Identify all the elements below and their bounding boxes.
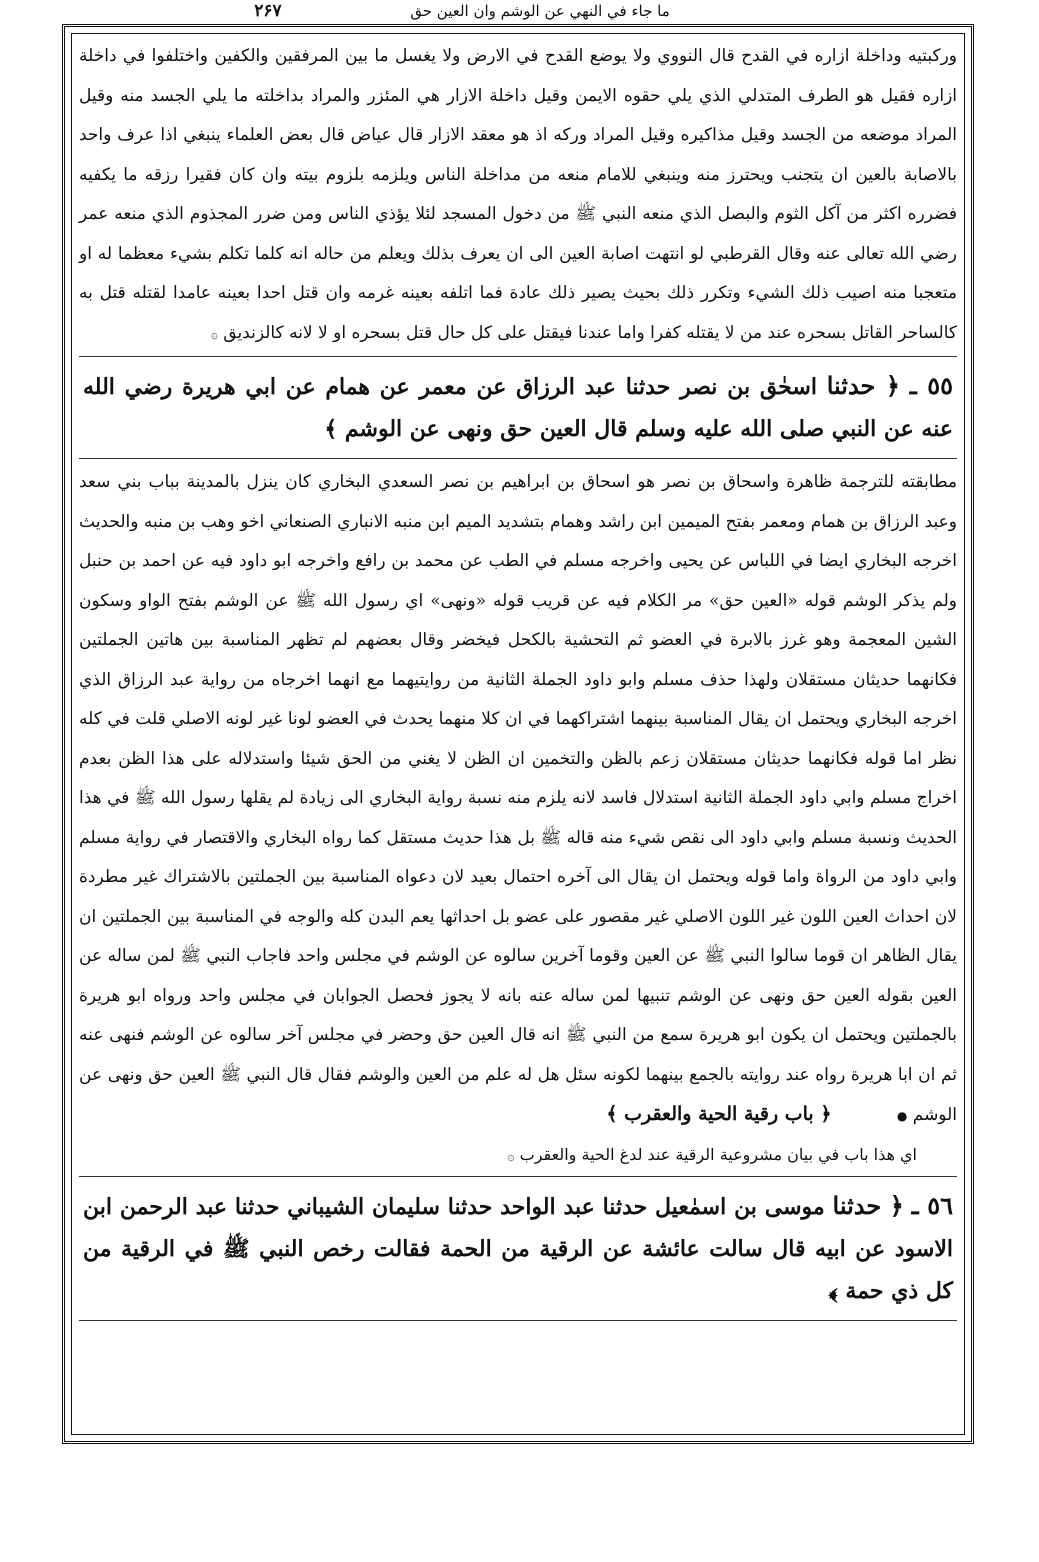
chapter-note-text: اي هذا باب في بيان مشروعية الرقية عند لدغ الحية والعقرب <box>519 1144 917 1164</box>
hadith-number: ٥٥ ـ <box>909 371 953 400</box>
hadith-number-2: ٥٦ ـ <box>911 1190 953 1220</box>
page-body <box>79 37 957 1325</box>
end-ornament-icon: ۞ <box>210 326 218 341</box>
hadith-text-2: موسى بن اسمٰعيل حدثنا عبد الواحد حدثنا سليمان الشيباني حدثنا عبد الرحمن ابن الاسود عن ابيه قال سالت عائشة عن الرقية من الحمة فقالت رخص النبي ﷺ في الرقية من كل ذي حمة ﴾ <box>83 1193 953 1304</box>
chapter-heading: ﴿ باب رقية الحية والعقرب ﴾ <box>606 1103 832 1125</box>
hadith-55 <box>79 356 957 459</box>
page-frame <box>62 24 974 1444</box>
hadith-56 <box>79 1176 957 1321</box>
note-end-ornament-icon: ۞ <box>507 1148 515 1163</box>
commentary-text-2: مطابقته للترجمة ظاهرة واسحاق بن نصر هو اسحاق بن ابراهيم بن نصر السعدي البخاري كان ينزل بالمدينة بباب بني سعد وعبد الرزاق بن همام ومعمر بفتح الميمين ابن راشد وهمام بتشديد الميم ابن منبه الانباري الصنعاني اخو وهب بن منبه والحديث اخرجه البخاري ايضا في اللباس عن يحيى واخرجه مسلم في الطب عن محمد بن رافع واخرجه ابو داود فيه عن احمد بن حنبل ولم يذكر الوشم قوله «العين حق» مر الكلام فيه عن قريب قوله «ونهى» اي رسول الله ﷺ عن الوشم بفتح الواو وسكون الشين المعجمة وهو غرز بالابرة في العضو ثم التحشية بالكحل فيخضر وقال بعضهم لم تظهر المناسبة بين هاتين الجملتين فكانهما حديثان مستقلان ولهذا حذف مسلم وابو داود الجملة الثانية من روايتيهما مع انهما اخرجاه من رواية عبد الرزاق الذي اخرجه البخاري ويحتمل ان يقال المناسبة بينهما اشتراكهما في ان كلا منهما يحدث في العضو لونا غير لونه الاصلي قلت في كله نظر اما قوله فكانهما حديثان مستقلان زعم بالظن والتخمين ان الظن لا يغني من الحق شيئا واستدلاله على هذا الظن بعدم اخراج مسلم وابي داود الجملة الثانية استدلال فاسد لانه يلزم منه نسبة رواية البخاري الى زيادة لم يقلها رسول الله ﷺ في هذا الحديث ونسبة مسلم وابي داود الى نقص شيء منه قاله ﷺ بل هذا حديث مستقل كما رواه البخاري والاقتصار في رواية مسلم وابي داود من الرواة واما قوله ويحتمل ان يقال الى آخره احتمال بعيد لان دعواه المناسبة بين الجملتين بالاشتراك غير مطردة لان احداث العين اللون غير اللون الاصلي غير مقصور على عضو بل احداثها يعم البدن كله والوجه في المناسبة بين الجملتين ان يقال الظاهر ان قوما سالوا النبي ﷺ عن العين وقوما آخرين سالوه عن الوشم في مجلس واحد فاجاب النبي ﷺ لمن ساله عن العين بقوله العين حق ونهى عن الوشم تنبيها لمن ساله عنه بانه لا يجوز فحصل الجوابان في مجلس واحد ورواه ابو هريرة بالجملتين ويحتمل ان يكون ابو هريرة سمع من النبي ﷺ انه قال العين حق وحضر في مجلس آخر سالوه عن الوشم فنهى عنه ثم ان ابا هريرة رواه عند روايته بالجمع بينهما لكونه سئل هل له علم من العين والوشم فقال قال النبي ﷺ العين حق ونهى عن الوشم <box>79 472 957 1125</box>
commentary-block-2 <box>79 463 957 1137</box>
end-dot-icon: ● <box>896 1109 908 1123</box>
hadith-opener: ﴿ حدثنا <box>826 371 900 400</box>
hadith-opener-2: ﴿ حدثنا <box>832 1190 904 1220</box>
commentary-text: وركبتيه وداخلة ازاره في القدح قال النووي ولا يوضع القدح في الارض ولا يغسل ما بين المرفقين والكفين واختلفوا في داخلة ازاره فقيل هو الطرف المتدلي الذي يلي حقوه الايمن وقيل داخلة الازار هي المئزر والمراد بداخلته ما يلي الجسد منه وقيل المراد موضعه من الجسد وقيل مذاكيره وقيل المراد وركه اذ هو معقد الازار قال عياض قال بعض العلماء ينبغي اذا عرف واحد بالاصابة بالعين ان يتجنب ويحترز منه وينبغي للامام منعه من مداخلة الناس ويلزمه بلزوم بيته وان كان فقيرا رزقه ما يكفيه فضرره اكثر من آكل الثوم والبصل الذي منعه النبي ﷺ من دخول المسجد لئلا يؤذي الناس ومن ضرر المجذوم الذي منعه عمر رضي الله تعالى عنه وقال القرطبي لو انتهت اصابة العين الى ان يعرف بذلك ويعلم من حاله انه كلما تكلم بشيء معظما له او متعجبا منه اصيب ذلك الشيء وتكرر ذلك بحيث يصير ذلك عادة فما اتلفه بعينه غرمه وان قتل احدا بعينه عامدا لقتله قتل به كالساحر القاتل بسحره عند من لا يقتله كفرا واما عندنا فيقتل على كل حال قتل بسحره او لا لانه كالزنديق <box>79 46 957 343</box>
hadith-text: اسحٰق بن نصر حدثنا عبد الرزاق عن معمر عن همام عن ابي هريرة رضي الله عنه عن النبي صلى الله عليه وسلم قال العين حق ونهى عن الوشم ﴾ <box>83 374 953 442</box>
running-header: ما جاء في النهي عن الوشم وان العين حق <box>410 2 670 20</box>
chapter-note <box>79 1137 957 1174</box>
commentary-block <box>79 37 957 354</box>
page-number: ۲۶۷ <box>254 1 282 21</box>
